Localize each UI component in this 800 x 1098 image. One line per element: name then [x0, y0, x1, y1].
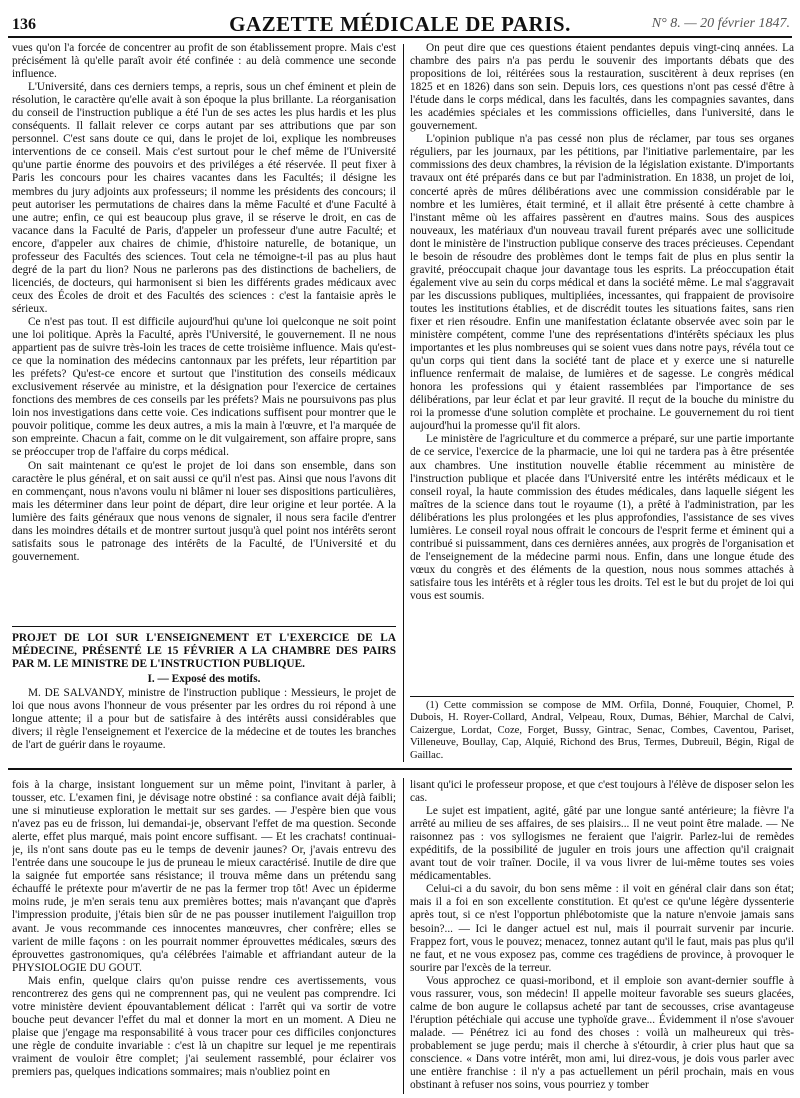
paragraph: L'opinion publique n'a pas cessé non plus de réclamer, par tous ses organes réguliers, par les journaux, par les pétitions, par l'initiative parlementaire, par les commissions des deux chambres, la révision de la législation existante. D'importants travaux ont été préparés dans ce but par l'administration. En 1838, un projet de loi, concerté après de mûres délibérations avec une commission considérable par le nombre et les lumières, était terminé, et il allait être présenté à cette chambre à l'instant même où les affaires passèrent en d'autres mains. Sous des auspices nouveaux, les matériaux d'un nouveau travail furent préparés avec une sollicitude dont le ministère de l'instruction publique conserve des traces précieuses. Cependant le besoin de résoudre des problèmes dont le temps fait de plus en plus sentir la gravité, préoccupait chaque jour davantage tous les esprits. La préoccupation était également vive au sein du corps médical et dans la société même. Le mal s'aggravait par les discussions publiques, multipliées, incessantes, qui frappaient de provisoire toutes les institutions établies, et de discrédit toutes les situations faites, sans rien fixer et rien résoudre. Enfin une manifestation éclatante observée avec soin par le ministère compétent, comme l'une des représentations d'intérêts spéciaux les plus importantes et les plus nombreuses qui se soient vues dans notre pays, révéla tout ce qu'un corps qui tient dans la société tant de place et y exerce une si naturelle influence renfermait de malaise, de lumières et de sagesse. Le congrès médical honora les professions qui y étaient rassemblées par l'importance de ses délibérations, par leur éclat et par leur gravité. Il reçut de la bouche du ministre du roi la promesse d'une solution complète et prochaine. Le gouvernement du roi tient aujourd'hui la promesse qu'il fit alors.: [410, 133, 794, 433]
column-divider: [403, 44, 404, 762]
footnote-rule: [410, 696, 794, 697]
top-right-column: [410, 42, 794, 751]
section-subtitle: I. — Exposé des motifs.: [147, 673, 261, 686]
paragraph: lisant qu'ici le professeur propose, et que c'est toujours à l'élève de disposer selon les cas.: [410, 779, 794, 805]
paragraph: L'Université, dans ces derniers temps, a repris, sous un chef éminent et plein de résolution, le caractère qu'elle avait à son époque la plus brillante. La réorganisation du conseil de l'instruction publique a été l'un de ses actes les plus hardis et les plus conséquents. Il fallait relever ce corps autant par ses attributions que par son personnel. C'est sans doute ce qui, dans le projet de loi, explique les nombreuses interventions de ce conseil. Mais c'est surtout pour le chef même de l'Université qu'une partie énorme des pouvoirs et des priviléges a été réservée. Il peut fixer à Paris les concours pour les chaires vacantes dans les Facultés; il désigne les membres du jury adjoints aux professeurs; il nomme les présidents des concours; il peut autoriser les permutations de chaires dans la même Faculté et d'une Faculté à une autre; enfin, ce qui est beaucoup plus grave, il se réserve le droit, en cas de vacance dans la Faculté de Paris, d'appeler un professeur d'une autre Faculté; et encore, d'appeler aux chaires de chimie, d'histoire naturelle, de botanique, un professeur des Facultés des sciences. Tout cela ne témoigne-t-il pas au plus haut degré de la part du lion? Nous ne parlerons pas des distinctions de bacheliers, de licenciés, de docteurs, qui harmonisent si bien les différents grades médicaux avec ceux des Écoles de droit et des Facultés des sciences : c'est la fantaisie après le sérieux.: [12, 81, 396, 315]
bottom-right-column: [410, 779, 794, 1095]
paragraph: Celui-ci a du savoir, du bon sens même : il voit en général clair dans son état; mais il a foi en son excellente constitution. Et qu'est ce qu'une légère dyssenterie après tout, si ce n'est l'opportun phlébotomiste que la nature n'envoie jamais sans besoin?... — Ici le danger actuel est nul, mais il pourrait survenir par incurie. Frappez fort, vous le pouvez; menacez, tonnez autant qu'il le faut, mais pas plus qu'il ne faut, et ne vous exposez pas, comme ces tragédiens de province, à provoquer le sourire par l'excès de la terreur.: [410, 883, 794, 974]
top-left-column: [12, 42, 396, 620]
paragraph: Mais enfin, quelque clairs qu'on puisse rendre ces avertissements, vous rencontrerez des gens qui ne comprennent pas, qui ne veulent pas comprendre. Ici votre ministère devient épouvantablement délicat : l'arrêt qui va sortir de votre bouche peut devancer l'effet du mal et donner la mort en un moment. A Dieu ne plaise que j'engage ma responsabilité à vous tracer pour ces difficiles conjonctures une règle de conduite invariable : c'est là un chapitre sur lequel je me repentirais vraiment de vouloir être complet; j'ai seulement rassemblé, pour éclairer vos premiers pas, quelques indications sommaires; mais n'oubliez point en: [12, 974, 396, 1079]
section-title: PROJET DE LOI SUR L'ENSEIGNEMENT ET L'EXERCICE DE LA MÉDECINE, PRÉSENTÉ LE 15 FÉVRIER A LA CHAMBRE DES PAIRS PAR M. LE MINISTRE DE L'INSTRUCTION PUBLIQUE.: [12, 632, 396, 671]
paragraph: Le ministère de l'agriculture et du commerce a préparé, sur une partie importante de ce service, l'exercice de la pharmacie, une loi qui ne tardera pas à être présentée aux chambres. Une institution nouvelle établie récemment au ministère de l'instruction publique et placée dans l'Université entre les intérêts médicaux et le conseil royal, la haute commission des études médicales, dans laquelle siégent les maîtres de la science dans tout le royaume (1), a prêté à l'administration, par les délibérations les plus prolongées et les plus approfondies, l'assistance de ses vives lumières. Le conseil royal nous offrait le concours de l'esprit ferme et éminent qui a contribué si puissamment, dans ces dernières années, aux progrès de l'organisation et de l'enseignement de la médecine parmi nous. Enfin, dans une longue étude des vœux du congrès et des éléments de la question, nous nous sommes attachés à satisfaire tous les intérêts et à régler tous les droits. Tel est le but du projet de loi qui vous est soumis.: [410, 433, 794, 602]
bottom-left-column: [12, 779, 396, 1095]
masthead-title: GAZETTE MÉDICALE DE PARIS.: [229, 12, 571, 36]
paragraph: fois à la charge, insistant longuement sur un même point, l'invitant à parler, à tousser, etc. L'examen fini, je dévisage notre obstiné : sa confiance avait déjà faibli; une si minutieuse exploration le mettait sur ses gardes. — J'espère bien que vous n'avez pas eu de frisson, lui demandai-je, observant l'effet de ma question. Seconde alerte, effet plus marqué, mais point encore suffisant. — Et les crachats! continuai-je, ils n'ont sans doute pas eu le temps de devenir jaunes? Or, j'avais entrevu des l'entrée dans une soucoupe le jus de pruneau le mieux caractérisé. Inutile de dire que la saignée fut emportée sans résistance; il trouva même dans un prétendu sang échauffé le prétexte pour m'avertir de ne pas la fermer trop tôt! Avec un épiderme moins rude, je m'en serais tenu aux premières bottes; mais n'avançant que d'après l'impression produite, j'étais bien sûr de ne pas pousser inutilement l'aiguillon trop avant. Je vous recommande ces innocentes manœuvres, cher confrère; elles se varient de mille façons : on les pourrait nommer éprouvettes médicales, sœurs des éprouvettes gastronomiques, qu'a célébrées l'aimable et affriandant auteur de la PHYSIOLOGIE DU GOUT.: [12, 779, 396, 974]
paragraph: vues qu'on l'a forcée de concentrer au profit de son établissement propre. Mais c'est précisément là qu'elle paraît avoir été confinée : au delà commence une seconde influence.: [12, 42, 396, 81]
page-number: 136: [12, 16, 36, 33]
law-project-section: [12, 632, 396, 762]
paragraph: Le sujet est impatient, agité, gâté par une longue santé antérieure; la fièvre l'a arrêté au milieu de ses affaires, de ses plaisirs... Il ne veut point être malade. — Ne raisonnez pas : vos syllogismes ne feraient que l'aigrir. Parlez-lui de remèdes expéditifs, de la possibilité de juguler en trois jours une affection qu'il craignait avant tout de voir traîner. Docile, il va vous livrer de lui-même toutes ses voies médicamentables.: [410, 805, 794, 883]
stray-mark: N° 8. — 20 février 1847.: [651, 16, 790, 31]
footnote: (1) Cette commission se compose de MM. Orfila, Donné, Fouquier, Chomel, P. Dubois, H. Royer-Collard, Andral, Velpeau, Roux, Dumas, Béhier, Marchal de Calvi, Caizergue, Lordat, Coze, Forget, Bussy, Gintrac, Senac, Combes, Caventou, Pariset, Villeneuve, Boullay, Cap, Alquié, Richond des Brus, Termes, Dubreuil, Bégin, Rigal de Gaillac.: [410, 700, 794, 761]
paragraph: On peut dire que ces questions étaient pendantes depuis vingt-cinq années. La chambre des pairs n'a pas perdu le souvenir des importants débats que des propositions de loi, réitérées sous la restauration, suscitèrent à deux reprises (en 1825 et en 1826) dans son sein. Depuis lors, ces questions n'ont pas cessé d'être à l'étude dans le corps médical, dans les facultés, dans les compagnies savantes, dans les académies spéciales et les commissions officielles, dans l'université, dans le gouvernement.: [410, 42, 794, 133]
paragraph: Vous approchez ce quasi-moribond, et il emploie son avant-dernier souffle à vous rassurer, vous, son médecin! Il appelle moiteur favorable ses sueurs glacées, calme de bon augure le collapsus acheté par tant de secousses, crise avantageuse l'éruption pétéchiale qui accuse une typhoïde grave... Évidemment il n'ose s'avouer malade. — Pénétrez ici au fond des choses : voilà un malheureux qui très-probablement se juge perdu; mais il cherche à s'étourdir, à crier plus haut que sa conscience. « Dans votre intérêt, mon ami, lui direz-vous, je dois vous parler avec une entière franchise : il n'y a pas actuellement un péril prochain, mais en vous obstinant à refuser nos soins, vous pourriez y tomber: [410, 974, 794, 1092]
paragraph: Ce n'est pas tout. Il est difficile aujourd'hui qu'une loi quelconque ne soit point une loi politique. Après la Faculté, après l'Université, le gouvernement. Il ne nous appartient pas de suivre très-loin les traces de cette troisième influence. Mais qu'est-ce que la nomination des médecins cantonnaux par les préfets, leur répartition par les préfets? Qu'est-ce encore et surtout que l'institution des conseils médicaux exclusivement réservée au ministre, et la désignation pour l'exercice de certaines fonctions des membres de ces conseils par les préfets? Mais ne poursuivons pas plus loin nos investigations dans cette voie. Ces indications suffisent pour montrer que le pouvoir politique, comme les deux autres, a mis la main à l'œuvre, et l'a marquée de son empreinte. Chacun a fait, comme on le dit vulgairement, son affaire propre, sans se préoccuper trop de l'affaire du corps médical.: [12, 315, 396, 459]
paragraph: On sait maintenant ce qu'est le projet de loi dans son ensemble, dans son caractère le plus général, et on sait aussi ce qu'il n'est pas. Ainsi que nous l'avons dit en commençant, nous n'avons voulu ni blâmer ni louer ses dispositions particulières, mais les déterminer dans leur point de départ, dire leur origine et leur portée. A la lumière des faits généraux que nous venons de signaler, il nous sera facile d'entrer dans les moindres détails et de montrer surtout jusqu'à quel point nos intérêts seront satisfaits sous le patronage des intérêts de la Faculté, de l'Université et du gouvernement.: [12, 459, 396, 563]
section-body: M. DE SALVANDY, ministre de l'instruction publique : Messieurs, le projet de loi que nous avons l'honneur de vous présenter par les ordres du roi répond à une longue attente; il a pour but de satisfaire à des intérêts aussi considérables que divers; il règle l'enseignement et l'exercice de la médecine et de toutes les branches de l'art de guérir dans le royaume.: [12, 687, 396, 752]
page-header: [8, 4, 792, 38]
section-rule: [12, 626, 396, 627]
column-divider: [403, 778, 404, 1094]
feuilleton-divider: [8, 768, 792, 770]
